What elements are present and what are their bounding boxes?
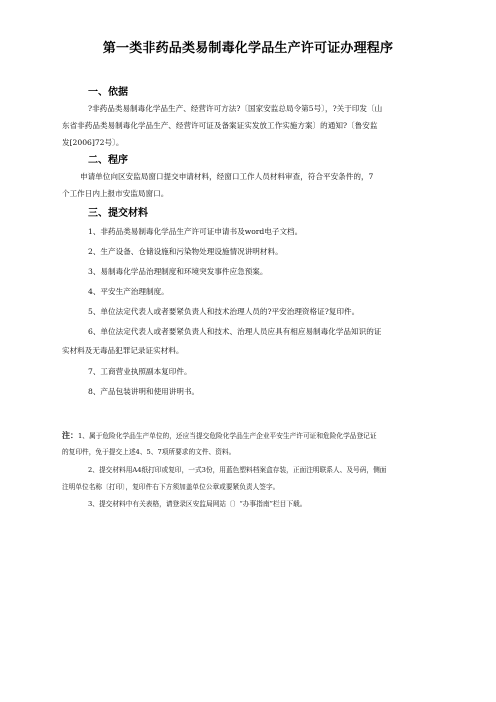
note-text-1: 1、属于危险化学品生产单位的，还应当提交危险化学品生产企业平安生产许可证和危险化学品登记证: [78, 432, 377, 440]
material-item-5: 5、单位法定代表人或者要紧负责人和技术治理人员的?平安治理资格证?复印件。: [88, 307, 360, 316]
document-title: 第一类非药品类易制毒化学品生产许可证办理程序: [102, 41, 394, 56]
section-heading-basis: 一、依据: [88, 87, 128, 98]
procedure-line-1: 申请单位向区安监局窗口提交申请材料，经窗口工作人员材料审查，符合平安条件的，7: [80, 172, 374, 181]
basis-line-3: 发[2006]72号〕。: [62, 138, 124, 147]
basis-line-1: ?非药品类易制毒化学品生产、经营许可方法?〔国家安监总局令第5号〕，?关于印发〔山: [88, 104, 383, 113]
note-label: 注：: [62, 431, 78, 440]
note-line-2: 的复印件，免于提交上述4、5、7项所要求的文件、资料。: [62, 448, 236, 456]
procedure-line-2: 个工作日内上报市安监局窗口。: [62, 189, 169, 198]
note-line-5: 3、提交材料中有关表格，请登录区安监局网站〔〕“办事指南”栏目下载。: [88, 500, 307, 508]
section-heading-materials: 三、提交材料: [88, 208, 148, 219]
note-line-4: 注明单位名称〔打印〕，复印件右下方须加盖单位公章或要紧负责人签字。: [62, 483, 280, 491]
material-item-6: 6、单位法定代表人或者要紧负责人和技术、治理人员应具有相应易制毒化学品知识的证: [88, 327, 382, 336]
basis-line-2: 东省非药品类易制毒化学品生产、经营许可证及备案证实发放工作实施方案〕的通知?〔鲁安监: [62, 121, 378, 130]
note-line-3: 2、提交材料用A4纸打印或复印，一式3份，用蓝色塑料档案盒存装，正面注明联系人、及号码，侧面: [88, 466, 387, 474]
material-item-8: 8、产品包装讲明和使用讲明书。: [88, 387, 200, 396]
section-heading-procedure: 二、程序: [88, 155, 128, 166]
material-item-7: 7、工商营业执照副本复印件。: [88, 367, 192, 376]
note-line-1: [62, 428, 377, 445]
material-item-3: 3、易制毒化学品治理制度和环境突发事件应急预案。: [88, 267, 268, 276]
material-item-6-cont: 实材料及无毒品犯罪记录证实材料。: [62, 346, 184, 355]
material-item-4: 4、平安生产治理制度。: [88, 287, 169, 296]
material-item-2: 2、生产设备、仓储设施和污染物处理设施情况讲明材料。: [88, 247, 283, 256]
material-item-1: 1、非药品类易制毒化学品生产许可证申请书及word电子文档。: [88, 227, 303, 236]
